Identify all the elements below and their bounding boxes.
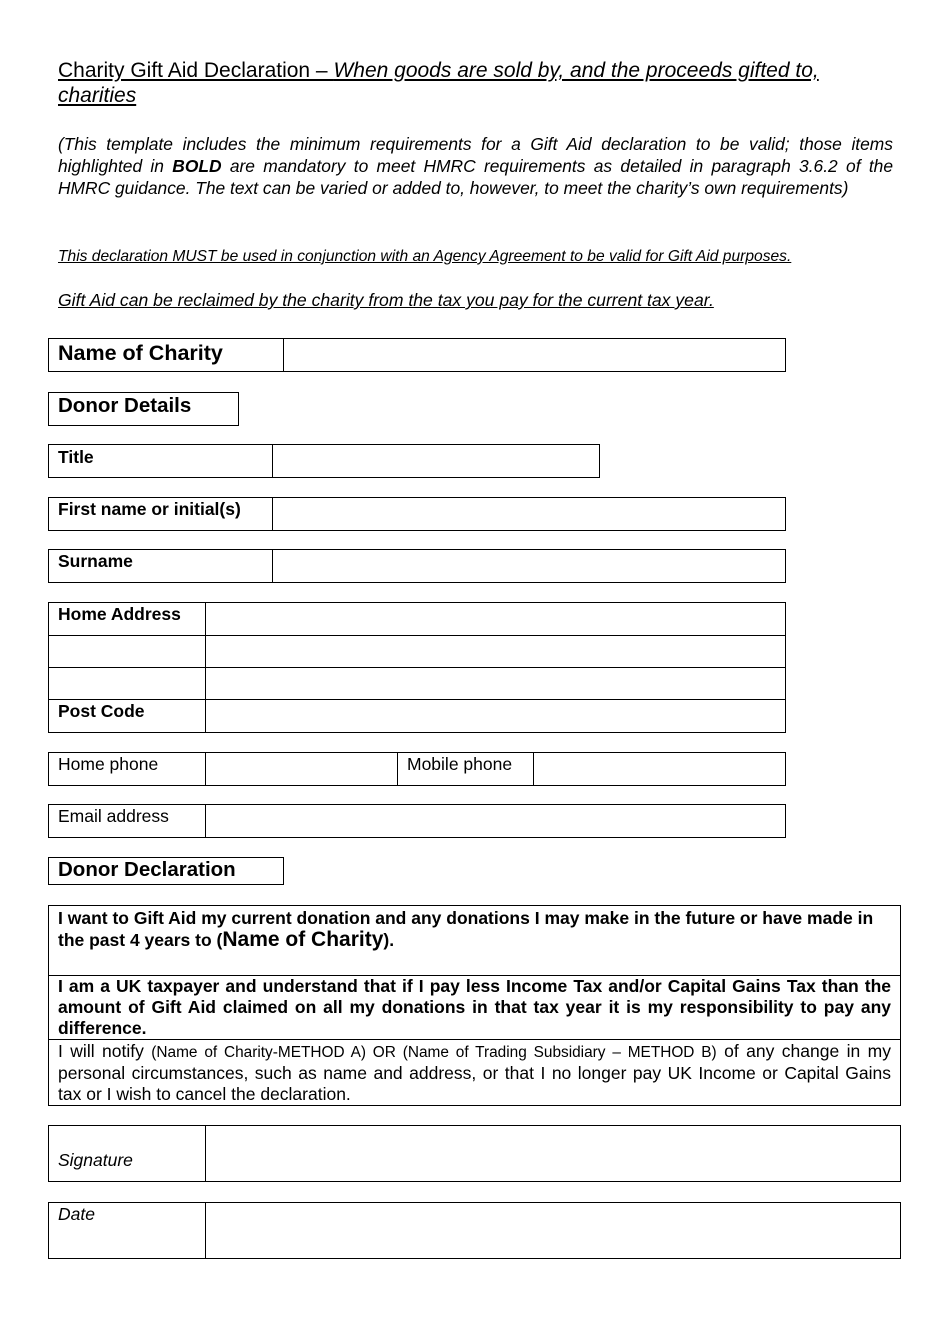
home-phone-label: Home phone (49, 753, 206, 786)
donor-details-heading-box (48, 392, 239, 426)
declaration-notify-text: I will notify (Name of Charity-METHOD A) OR (Name of Trading Subsidiary – METHOD B) of any change in my personal circumstances, such as name and address, or that I no longer pay UK Income or Capital Gains tax or I wish to cancel the declaration. (49, 1040, 901, 1106)
surname-field[interactable] (273, 550, 786, 583)
home-phone-field[interactable] (206, 753, 398, 786)
phone-table (48, 752, 786, 786)
email-label: Email address (49, 805, 206, 838)
signature-table (48, 1125, 901, 1182)
home-address-label: Home Address (49, 603, 206, 636)
charity-name-table (48, 338, 786, 372)
title-field[interactable] (273, 445, 600, 478)
declaration-charity-name: Name of Charity (222, 928, 384, 951)
surname-label: Surname (49, 550, 273, 583)
address-line-2-field[interactable] (206, 636, 786, 668)
date-table (48, 1202, 901, 1259)
title-label: Title (49, 445, 273, 478)
email-field[interactable] (206, 805, 786, 838)
intro-paragraph: (This template includes the minimum requirements for a Gift Aid declaration to be valid; those items highlighted in BOLD are mandatory to meet HMRC requirements as detailed in paragraph 3.6.2 of the HMRC guidance. The text can be varied or added to, however, to meet the charity’s own requirements) (58, 134, 893, 198)
declaration-taxpayer-text: I am a UK taxpayer and understand that if I pay less Income Tax and/or Capital Gains Tax than the amount of Gift Aid claimed on all my donations in that tax year it is my responsibility to pay any difference. (49, 976, 901, 1040)
declaration-heading: Donor Declaration (49, 858, 284, 885)
address-line-3-field[interactable] (206, 668, 786, 700)
mobile-phone-field[interactable] (534, 753, 786, 786)
charity-name-field[interactable] (284, 339, 786, 372)
first-name-table (48, 497, 786, 531)
declaration-heading-box (48, 857, 284, 885)
reclaim-notice: Gift Aid can be reclaimed by the charity from the tax you pay for the current tax year. (58, 290, 714, 310)
page-title: Charity Gift Aid Declaration – When goods are sold by, and the proceeds gifted to, charities (58, 59, 819, 107)
address-label-blank (49, 668, 206, 700)
date-field[interactable] (206, 1203, 901, 1259)
donor-details-heading: Donor Details (49, 393, 239, 426)
post-code-label: Post Code (49, 700, 206, 733)
charity-name-label: Name of Charity (49, 339, 284, 372)
date-label: Date (49, 1203, 206, 1259)
first-name-field[interactable] (273, 498, 786, 531)
address-table (48, 602, 786, 733)
declaration-gift-aid-text: I want to Gift Aid my current donation and any donations I may make in the future or have made in the past 4 years to (Name of Charity). (49, 906, 901, 976)
title-table (48, 444, 600, 478)
declaration-table (48, 905, 901, 1106)
mobile-phone-label: Mobile phone (398, 753, 534, 786)
email-table (48, 804, 786, 838)
first-name-label: First name or initial(s) (49, 498, 273, 531)
post-code-field[interactable] (206, 700, 786, 733)
address-line-1-field[interactable] (206, 603, 786, 636)
signature-label: Signature (49, 1126, 206, 1182)
address-label-blank (49, 636, 206, 668)
agency-notice: This declaration MUST be used in conjunction with an Agency Agreement to be valid for Gift Aid purposes. (58, 248, 792, 265)
signature-field[interactable] (206, 1126, 901, 1182)
surname-table (48, 549, 786, 583)
